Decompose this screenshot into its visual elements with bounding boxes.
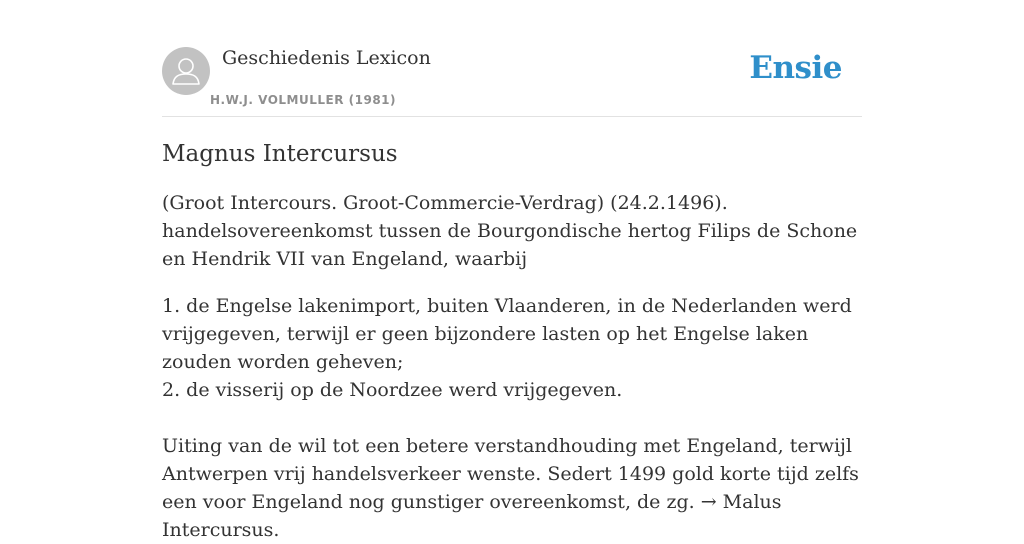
list-item: 2. de visserij op de Noordzee werd vrijgegeven. xyxy=(162,379,623,401)
entry-list xyxy=(162,292,862,544)
entry-intro: (Groot Intercours. Groot-Commercie-Verdrag) (24.2.1496). handelsovereenkomst tussen de Bourgondische hertog Filips de Schone en Hendrik VII van Engeland, waarbij xyxy=(162,192,858,270)
list-item: 1. de Engelse lakenimport, buiten Vlaanderen, in de Nederlanden werd vrijgegeven, terwijl er geen bijzondere lasten op het Engelse laken zouden worden geheven; xyxy=(162,295,852,373)
malus-intercursus-link[interactable]: → Malus Intercursus xyxy=(162,491,782,541)
author-name: H.W.J. VOLMULLER (1981) xyxy=(210,93,397,107)
entry-title: Magnus Intercursus xyxy=(162,141,398,167)
source-title-link[interactable]: Geschiedenis Lexicon xyxy=(222,47,431,69)
source-header xyxy=(162,44,862,117)
closing-end: . xyxy=(273,519,280,541)
entry-closing-paragraph xyxy=(162,432,862,544)
closing-text: Uiting van de wil tot een betere verstandhouding met Engeland, terwijl Antwerpen vrij handelsverkeer wenste. Sedert 1499 gold korte tijd zelfs een voor Engeland nog gunstiger overeenkomst, de zg. xyxy=(162,435,859,513)
entry-content xyxy=(162,138,862,544)
user-silhouette-icon[interactable] xyxy=(162,47,210,95)
ensie-logo[interactable]: Ensie xyxy=(749,50,842,86)
